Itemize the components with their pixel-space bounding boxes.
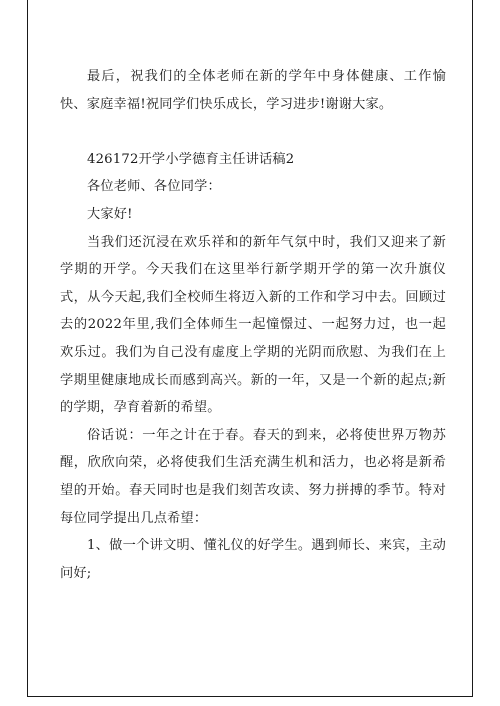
body-paragraph-2: 俗话说：一年之计在于春。春天的到来，必将使世界万物苏醒，欣欣向荣，必将使我们生活充满生机和活力，也必将是新希望的开始。春天同时也是我们刻苦攻读、努力拼搏的季节。特对每位同学提出几点希望： bbox=[60, 427, 446, 526]
closing-paragraph: 最后，祝我们的全体老师在新的学年中身体健康、工作愉快、家庭幸福!祝同学们快乐成长，学习进步!谢谢大家。 bbox=[60, 69, 446, 112]
greeting: 各位老师、各位同学： bbox=[87, 179, 221, 195]
speech-title: 426172开学小学德育主任讲话稿2 bbox=[87, 151, 295, 167]
salutation: 大家好! bbox=[87, 206, 133, 222]
document-body bbox=[60, 63, 446, 587]
body-paragraph-1: 当我们还沉浸在欢乐祥和的新年气氛中时，我们又迎来了新学期的开学。今天我们在这里举行新学期开学的第一次升旗仪式，从今天起,我们全校师生将迈入新的工作和学习中去。回顾过去的2022年里,我们全体师生一起憧憬过、一起努力过，也一起欢乐过。我们为自己没有虚度上学期的光阴而欣慰、为我们在上学期里健康地成长而感到高兴。新的一年，又是一个新的起点;新的学期，孕育着新的希望。 bbox=[60, 234, 446, 416]
body-paragraph-3: 1、做一个讲文明、懂礼仪的好学生。遇到师长、来宾，主动问好; bbox=[60, 538, 446, 581]
